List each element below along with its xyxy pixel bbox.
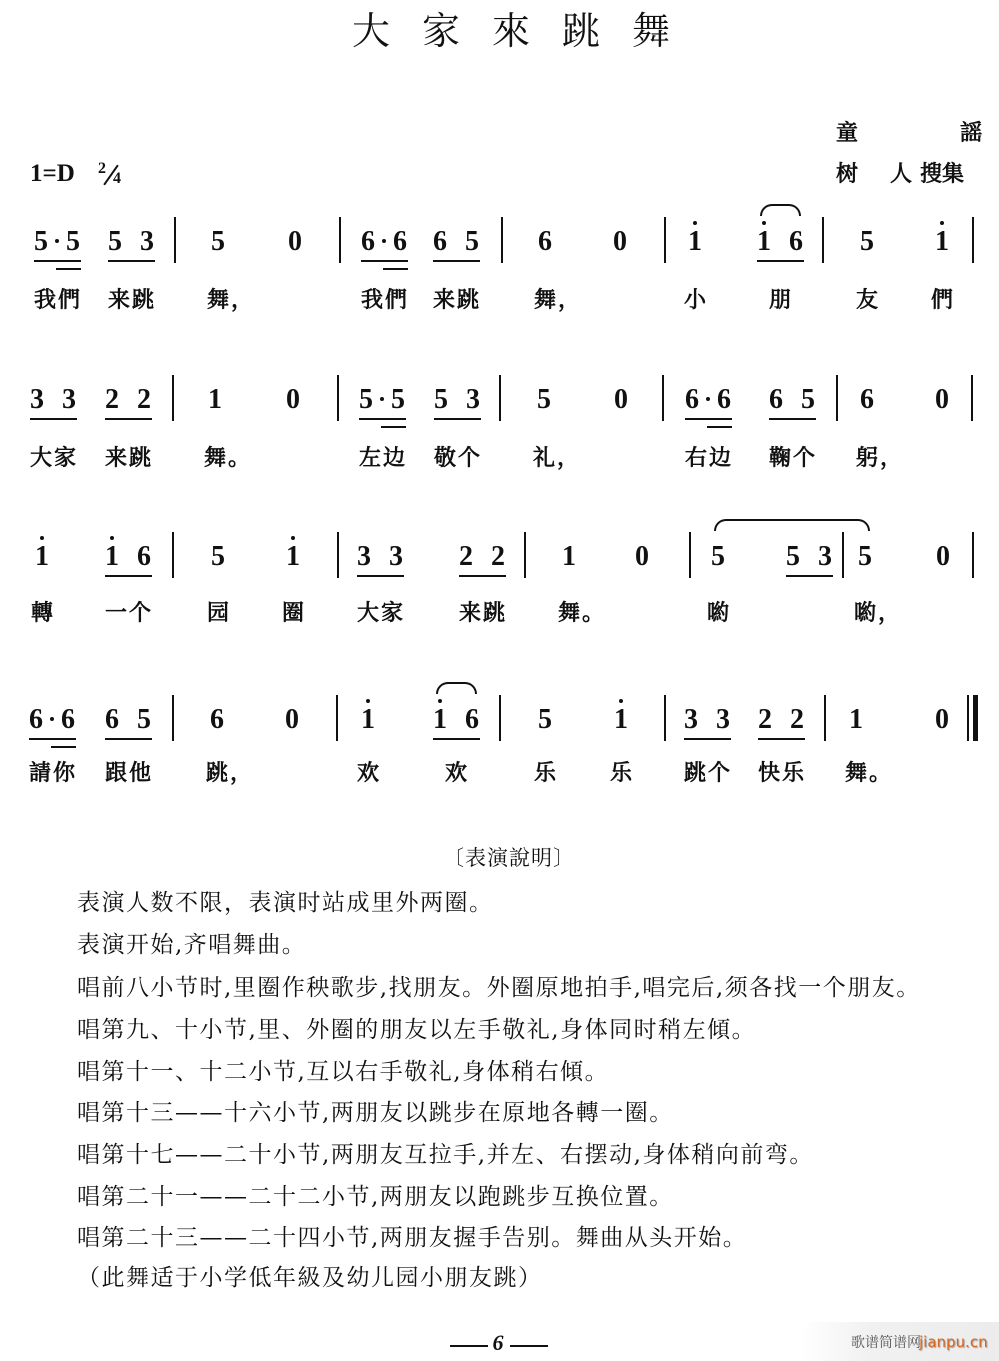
lyric: 鞠个 <box>769 445 818 471</box>
watermark-site-name: 歌谱简谱网 <box>851 1335 921 1351</box>
beat-group <box>757 225 804 259</box>
high-octave-dot <box>762 221 766 225</box>
lyric: 来跳 <box>459 600 508 626</box>
lyric: 跳个 <box>684 760 733 786</box>
beat-group <box>614 383 629 417</box>
beat-group <box>758 703 805 737</box>
note: 6 <box>393 226 407 257</box>
barline <box>337 532 339 578</box>
beat-group <box>361 225 408 259</box>
lyric: 請你 <box>29 760 78 786</box>
lyric: 左边 <box>359 445 408 471</box>
note: 6 <box>29 704 43 735</box>
barline <box>836 375 838 421</box>
eighth-underline <box>30 418 77 420</box>
final-barline-thin <box>967 695 969 741</box>
beat-group <box>936 540 951 574</box>
collector-role: 搜集 <box>920 161 965 187</box>
note: 3 <box>716 704 730 735</box>
beat-group <box>208 383 223 417</box>
lyric: 礼， <box>533 445 582 471</box>
lyric: 喲， <box>854 600 903 626</box>
eighth-underline <box>108 260 155 262</box>
note: 1 <box>688 226 702 257</box>
eighth-underline <box>357 575 404 577</box>
spread-char: 童 <box>836 120 859 146</box>
beat-group <box>860 225 875 259</box>
barline <box>172 695 174 741</box>
lyric: 小 <box>684 287 709 313</box>
note: 6 <box>105 704 119 735</box>
note: 0 <box>286 384 300 415</box>
eighth-underline <box>685 418 732 420</box>
barline <box>174 217 176 263</box>
beat-group <box>34 225 81 259</box>
note: 1 <box>35 541 49 572</box>
performance-note-line: 表演开始,齐唱舞曲。 <box>77 932 307 958</box>
slur-arc <box>436 682 477 694</box>
note: 5 <box>860 226 874 257</box>
performance-note-line: 表演人数不限，表演时站成里外两圈。 <box>77 890 494 916</box>
lyric: 跟他 <box>105 760 154 786</box>
high-octave-dot <box>438 699 442 703</box>
note: 3 <box>140 226 154 257</box>
beat-group <box>614 703 629 737</box>
lyric: 一个 <box>105 600 154 626</box>
beat-group <box>361 703 376 737</box>
beat-group <box>211 540 226 574</box>
beat-group <box>769 383 816 417</box>
barline <box>972 217 974 263</box>
lyric: 大家 <box>357 600 406 626</box>
note: 5 <box>34 226 48 257</box>
eighth-underline <box>684 738 731 740</box>
high-octave-dot <box>619 699 623 703</box>
eighth-underline <box>434 418 481 420</box>
beat-group <box>711 540 726 574</box>
lyric: 舞。 <box>845 760 894 786</box>
lyric: 舞。 <box>558 600 607 626</box>
lyric: 朋 <box>769 287 794 313</box>
note: 6 <box>769 384 783 415</box>
augmentation-dot <box>706 397 710 401</box>
note: 1 <box>286 541 300 572</box>
lyric: 我們 <box>361 287 410 313</box>
beat-group <box>105 703 152 737</box>
beat-group <box>286 383 301 417</box>
note: 1 <box>562 541 576 572</box>
lyric: 舞， <box>534 287 583 313</box>
lyric: 舞。 <box>204 445 253 471</box>
note: 6 <box>61 704 75 735</box>
note: 6 <box>789 226 803 257</box>
high-octave-dot <box>693 221 697 225</box>
song-title: 大家來跳舞 <box>352 9 703 53</box>
note: 2 <box>491 541 505 572</box>
barline <box>822 217 824 263</box>
slur-arc <box>760 204 801 216</box>
performance-note-line: 唱第二十一——二十二小节,两朋友以跑跳步互换位置。 <box>77 1184 674 1210</box>
beat-group <box>538 225 553 259</box>
lyric: 喲 <box>707 600 732 626</box>
eighth-underline <box>769 418 816 420</box>
high-octave-dot <box>366 699 370 703</box>
barline <box>336 695 338 741</box>
lyric: 来跳 <box>105 445 154 471</box>
eighth-underline <box>105 575 152 577</box>
barline <box>172 375 174 421</box>
beat-group <box>786 540 833 574</box>
note: 3 <box>30 384 44 415</box>
lyric: 乐 <box>534 760 559 786</box>
high-octave-dot <box>110 536 114 540</box>
augmentation-dot <box>55 239 59 243</box>
beat-group <box>30 383 77 417</box>
performance-note-line: 唱第十三——十六小节,两朋友以跳步在原地各轉一圈。 <box>77 1100 674 1126</box>
high-octave-dot <box>940 221 944 225</box>
beat-group <box>211 225 226 259</box>
barline <box>499 695 501 741</box>
beat-group <box>935 225 950 259</box>
barline <box>824 695 826 741</box>
beat-group <box>537 383 552 417</box>
beat-group <box>635 540 650 574</box>
beat-group <box>613 225 628 259</box>
note: 5 <box>211 226 225 257</box>
note: 1 <box>433 704 447 735</box>
beat-group <box>288 225 303 259</box>
beat-group <box>105 540 152 574</box>
note: 5 <box>434 384 448 415</box>
sixteenth-underline <box>56 268 81 270</box>
barline <box>524 532 526 578</box>
beat-group <box>35 540 50 574</box>
beat-group <box>562 540 577 574</box>
eighth-underline <box>459 575 506 577</box>
note: 1 <box>105 541 119 572</box>
beat-group <box>538 703 553 737</box>
performance-note-line: （此舞适于小学低年級及幼儿园小朋友跳） <box>77 1265 543 1291</box>
eighth-underline <box>433 738 480 740</box>
watermark-domain: jianpu.cn <box>919 1333 988 1351</box>
time-signature-numerator: 2 <box>98 160 106 177</box>
note: 5 <box>211 541 225 572</box>
note: 0 <box>614 384 628 415</box>
note: 6 <box>137 541 151 572</box>
note: 5 <box>465 226 479 257</box>
performance-note-line: 唱前八小节时,里圈作秧歌步,找朋友。外圈原地拍手,唱完后,须各找一个朋友。 <box>77 975 921 1001</box>
barline <box>339 217 341 263</box>
high-octave-dot <box>40 536 44 540</box>
eighth-underline <box>34 260 81 262</box>
note: 5 <box>137 704 151 735</box>
slur-arc <box>714 519 870 531</box>
beat-group <box>684 703 731 737</box>
barline <box>337 375 339 421</box>
page-number-dash-right <box>510 1345 548 1347</box>
barline <box>664 217 666 263</box>
note: 5 <box>786 541 800 572</box>
note: 0 <box>613 226 627 257</box>
lyric: 大家 <box>30 445 79 471</box>
lyric: 欢 <box>445 760 470 786</box>
barline <box>501 217 503 263</box>
eighth-underline <box>433 260 480 262</box>
note: 0 <box>285 704 299 735</box>
eighth-underline <box>758 738 805 740</box>
performance-note-line: 唱第十一、十二小节,互以右手敬礼,身体稍右傾。 <box>77 1059 610 1085</box>
eighth-underline <box>361 260 408 262</box>
note: 0 <box>936 541 950 572</box>
sixteenth-underline <box>381 426 406 428</box>
barline <box>664 695 666 741</box>
beat-group <box>433 225 480 259</box>
note: 6 <box>433 226 447 257</box>
note: 1 <box>757 226 771 257</box>
note: 1 <box>614 704 628 735</box>
beat-group <box>685 383 732 417</box>
note: 3 <box>818 541 832 572</box>
eighth-underline <box>786 575 833 577</box>
sixteenth-underline <box>383 268 408 270</box>
note: 5 <box>858 541 872 572</box>
performance-note-line: 唱第十七——二十小节,两朋友互拉手,并左、右摆动,身体稍向前弯。 <box>77 1142 814 1168</box>
beat-group <box>210 703 225 737</box>
note: 6 <box>210 704 224 735</box>
lyric: 园 <box>207 600 232 626</box>
barline <box>172 532 174 578</box>
eighth-underline <box>359 418 406 420</box>
note: 0 <box>288 226 302 257</box>
spread-char: 人 <box>889 161 912 187</box>
sixteenth-underline <box>707 426 732 428</box>
note: 1 <box>935 226 949 257</box>
performance-notes-heading: 〔表演說明〕 <box>443 846 575 870</box>
note: 5 <box>538 704 552 735</box>
note: 2 <box>790 704 804 735</box>
lyric: 来跳 <box>108 287 157 313</box>
key-signature: 1=D <box>30 160 75 187</box>
beat-group <box>433 703 480 737</box>
lyric: 右边 <box>685 445 734 471</box>
note: 2 <box>137 384 151 415</box>
beat-group <box>459 540 506 574</box>
eighth-underline <box>29 738 76 740</box>
beat-group <box>935 383 950 417</box>
lyric: 乐 <box>610 760 635 786</box>
note: 3 <box>684 704 698 735</box>
lyric: 們 <box>931 287 956 313</box>
lyric: 来跳 <box>433 287 482 313</box>
eighth-underline <box>105 738 152 740</box>
note: 6 <box>538 226 552 257</box>
lyric: 轉 <box>31 600 56 626</box>
spread-char: 謡 <box>959 120 982 146</box>
note: 0 <box>635 541 649 572</box>
note: 6 <box>860 384 874 415</box>
beat-group <box>858 540 873 574</box>
note: 5 <box>391 384 405 415</box>
lyric: 友 <box>856 287 881 313</box>
note: 6 <box>717 384 731 415</box>
lyric: 舞， <box>207 287 256 313</box>
augmentation-dot <box>380 397 384 401</box>
note: 2 <box>459 541 473 572</box>
eighth-underline <box>757 260 804 262</box>
note: 3 <box>357 541 371 572</box>
beat-group <box>434 383 481 417</box>
lyric: 欢 <box>357 760 382 786</box>
lyric: 躬， <box>856 445 905 471</box>
lyric: 快乐 <box>758 760 807 786</box>
performance-note-line: 唱第九、十小节,里、外圈的朋友以左手敬礼,身体同时稍左傾。 <box>77 1017 757 1043</box>
beat-group <box>849 703 864 737</box>
page-number-dash-left <box>450 1345 488 1347</box>
note: 6 <box>685 384 699 415</box>
lyric: 圈 <box>282 600 307 626</box>
barline <box>972 532 974 578</box>
high-octave-dot <box>291 536 295 540</box>
note: 5 <box>711 541 725 572</box>
note: 3 <box>62 384 76 415</box>
lyric: 跳， <box>206 760 255 786</box>
barline <box>662 375 664 421</box>
beat-group <box>105 383 152 417</box>
note: 2 <box>758 704 772 735</box>
time-signature-denominator: 4 <box>113 170 121 187</box>
note: 1 <box>208 384 222 415</box>
barline <box>499 375 501 421</box>
lyric: 我們 <box>34 287 83 313</box>
page-number: 6 <box>492 1330 504 1355</box>
beat-group <box>860 383 875 417</box>
beat-group <box>359 383 406 417</box>
note: 0 <box>935 384 949 415</box>
note: 5 <box>66 226 80 257</box>
spread-char: 树 <box>836 161 859 187</box>
note: 5 <box>359 384 373 415</box>
lyric: 敬个 <box>434 445 483 471</box>
note: 6 <box>361 226 375 257</box>
beat-group <box>357 540 404 574</box>
barline <box>971 375 973 421</box>
note: 5 <box>801 384 815 415</box>
note: 2 <box>105 384 119 415</box>
barline <box>689 532 691 578</box>
note: 5 <box>108 226 122 257</box>
performance-note-line: 唱第二十三——二十四小节,两朋友握手告别。舞曲从头开始。 <box>77 1225 748 1251</box>
beat-group <box>108 225 155 259</box>
final-barline-thick <box>973 695 978 741</box>
beat-group <box>286 540 301 574</box>
beat-group <box>285 703 300 737</box>
note: 1 <box>849 704 863 735</box>
note: 6 <box>465 704 479 735</box>
eighth-underline <box>105 418 152 420</box>
note: 1 <box>361 704 375 735</box>
augmentation-dot <box>382 239 386 243</box>
augmentation-dot <box>50 717 54 721</box>
note: 3 <box>389 541 403 572</box>
beat-group <box>29 703 76 737</box>
sixteenth-underline <box>51 746 76 748</box>
note: 5 <box>537 384 551 415</box>
note: 3 <box>466 384 480 415</box>
barline <box>842 532 844 578</box>
beat-group <box>935 703 950 737</box>
beat-group <box>688 225 703 259</box>
note: 0 <box>935 704 949 735</box>
